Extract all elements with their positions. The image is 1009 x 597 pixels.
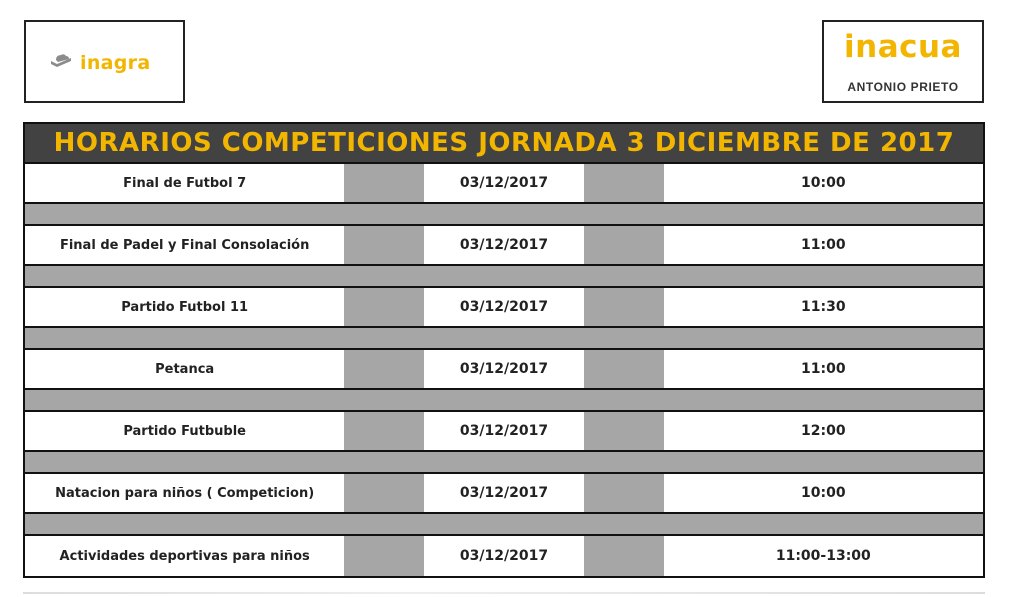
table-row	[25, 350, 983, 390]
row-spacer	[25, 390, 983, 412]
event-time: 11:30	[801, 299, 846, 315]
filler-cell	[584, 536, 664, 576]
inagra-logo-box	[24, 20, 185, 103]
inacua-logo-text: inacua	[844, 29, 962, 65]
filler-cell	[344, 350, 424, 388]
inacua-logo-subtitle: ANTONIO PRIETO	[847, 80, 959, 94]
filler-cell	[344, 164, 424, 202]
event-date: 03/12/2017	[459, 485, 549, 501]
row-spacer	[25, 514, 983, 536]
filler-cell	[584, 288, 664, 326]
row-spacer	[25, 328, 983, 350]
schedule-title: HORARIOS COMPETICIONES JORNADA 3 DICIEMBRE DE 2017	[25, 124, 983, 164]
table-row	[25, 474, 983, 514]
filler-cell	[584, 164, 664, 202]
row-spacer	[25, 452, 983, 474]
filler-cell	[344, 412, 424, 450]
row-spacer	[25, 266, 983, 288]
event-time: 11:00	[801, 361, 846, 377]
filler-cell	[584, 412, 664, 450]
inagra-logo-text: inagra	[80, 52, 151, 74]
filler-cell	[344, 474, 424, 512]
table-row	[25, 288, 983, 328]
event-time: 11:00-13:00	[775, 548, 871, 564]
inagra-logo	[48, 52, 150, 74]
filler-cell	[584, 226, 664, 264]
event-time: 11:00	[801, 237, 846, 253]
event-name: Natacion para niños ( Competicion)	[55, 485, 315, 501]
table-row	[25, 412, 983, 452]
event-date: 03/12/2017	[459, 361, 549, 377]
event-name: Partido Futbol 11	[121, 299, 249, 315]
event-date: 03/12/2017	[459, 423, 549, 439]
filler-cell	[344, 288, 424, 326]
event-date: 03/12/2017	[459, 175, 549, 191]
filler-cell	[344, 226, 424, 264]
event-name: Actividades deportivas para niños	[59, 548, 310, 564]
event-name: Final de Futbol 7	[123, 175, 247, 191]
event-time: 12:00	[801, 423, 846, 439]
row-spacer	[25, 204, 983, 226]
event-name: Petanca	[155, 361, 215, 377]
inacua-logo-box	[822, 20, 984, 103]
event-date: 03/12/2017	[459, 237, 549, 253]
event-date: 03/12/2017	[459, 548, 549, 564]
cloud-tray-icon	[48, 52, 74, 74]
event-time: 10:00	[801, 175, 846, 191]
event-name: Partido Futbuble	[123, 423, 246, 439]
event-date: 03/12/2017	[459, 299, 549, 315]
filler-cell	[584, 350, 664, 388]
table-row	[25, 164, 983, 204]
page-bottom-edge	[23, 592, 985, 594]
event-time: 10:00	[801, 485, 846, 501]
schedule-table	[23, 122, 985, 578]
filler-cell	[584, 474, 664, 512]
table-row	[25, 536, 983, 576]
filler-cell	[344, 536, 424, 576]
event-name: Final de Padel y Final Consolación	[59, 237, 310, 253]
table-row	[25, 226, 983, 266]
